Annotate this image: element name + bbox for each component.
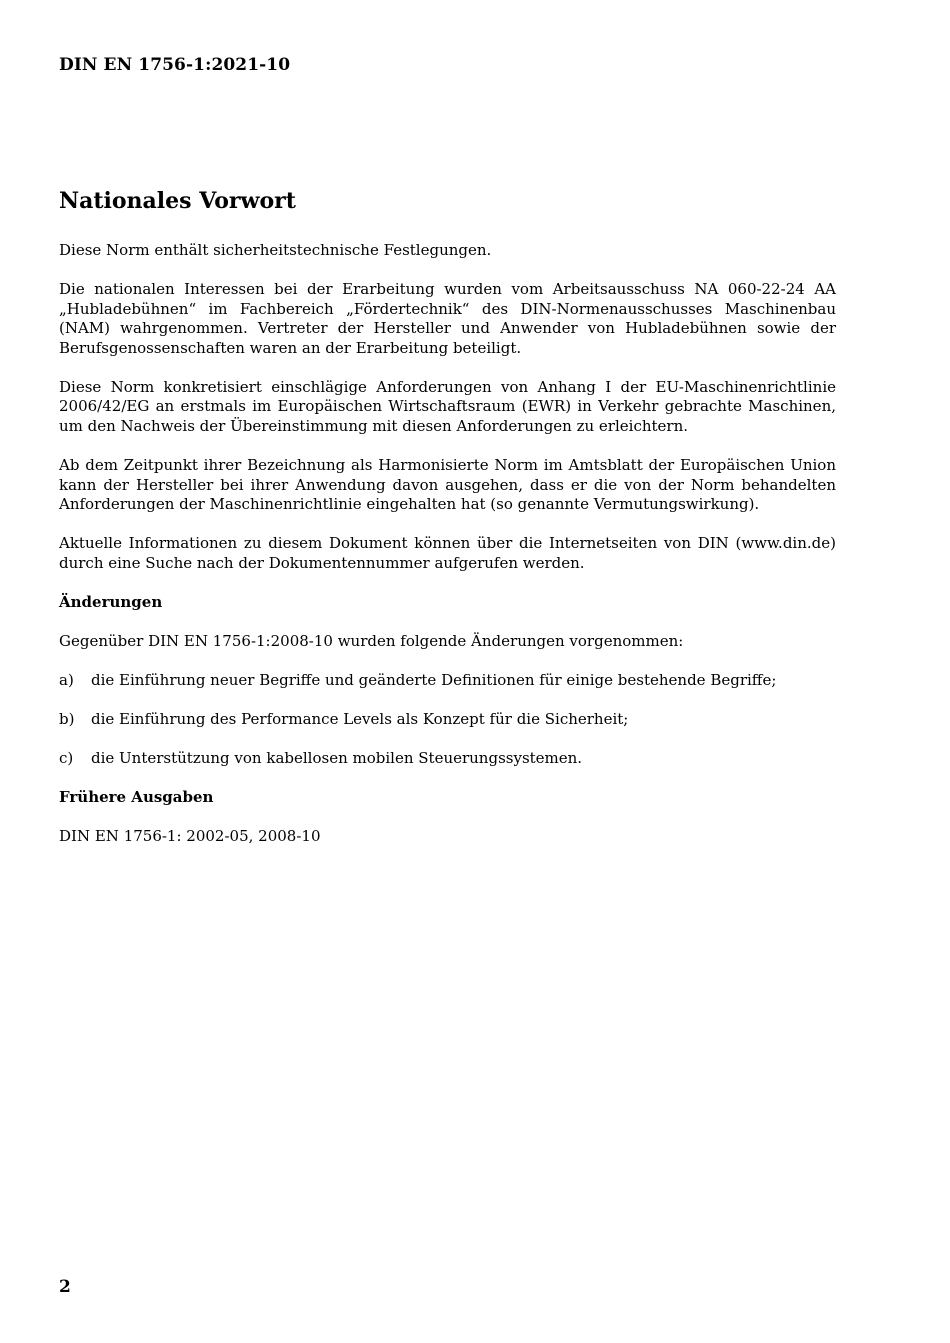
list-item (59, 671, 836, 691)
section-title: Nationales Vorwort (59, 188, 296, 214)
list-item-text: die Einführung des Performance Levels als Konzept für die Sicherheit; (91, 709, 629, 728)
list-item-marker: a) (59, 670, 74, 689)
previous-editions-heading: Frühere Ausgaben (59, 787, 214, 806)
list-item-marker: c) (59, 748, 74, 767)
list-item (59, 749, 836, 769)
paragraph-current-information: Aktuelle Informationen zu diesem Dokument können über die Internetseiten von DIN (www.din.de) durch eine Suche nach der Dokumentennummer aufgerufen werden. (59, 534, 836, 572)
list-item-text: die Unterstützung von kabellosen mobilen Steuerungssystemen. (91, 748, 583, 767)
paragraph-directive: Diese Norm konkretisiert einschlägige Anforderungen von Anhang I der EU-Maschinenrichtlinie 2006/42/EG an erstmals im Europäischen Wirtschaftsraum (EWR) in Verkehr gebrachte Maschinen, um den Nachweis der Übereinstimmung mit diesen Anforderungen zu erleichtern. (59, 377, 836, 435)
changes-intro: Gegenüber DIN EN 1756-1:2008-10 wurden folgende Änderungen vorgenommen: (59, 631, 684, 650)
list-item-text: die Einführung neuer Begriffe und geänderte Definitionen für einige bestehende Begriffe; (91, 670, 777, 689)
page-number: 2 (59, 1277, 71, 1297)
paragraph-committee: Die nationalen Interessen bei der Erarbeitung wurden vom Arbeitsausschuss NA 060-22-24 AA „Hubladebühnen“ im Fachbereich „Fördertechnik“ des DIN-Normenausschusses Maschinenbau (NAM) wahrgenommen. Vertreter der Hersteller und Anwender von Hubladebühnen sowie der Berufsgenossenschaften waren an der Erarbeitung beteiligt. (59, 279, 836, 357)
paragraph-safety-note: Diese Norm enthält sicherheitstechnische Festlegungen. (59, 241, 492, 259)
changes-heading: Änderungen (59, 592, 163, 611)
paragraph-harmonised-standard: Ab dem Zeitpunkt ihrer Bezeichnung als Harmonisierte Norm im Amtsblatt der Europäischen Union kann der Hersteller bei ihrer Anwendung davon ausgehen, dass er die von der Norm behandelten Anforderungen der Maschinenrichtlinie eingehalten hat (so genannte Vermutungswirkung). (59, 455, 836, 514)
changes-list (59, 671, 836, 769)
document-body (59, 241, 836, 866)
list-item-marker: b) (59, 709, 75, 728)
previous-editions-text: DIN EN 1756-1: 2002-05, 2008-10 (59, 826, 321, 845)
document-id-header: DIN EN 1756-1:2021-10 (59, 55, 291, 75)
list-item (59, 710, 836, 730)
